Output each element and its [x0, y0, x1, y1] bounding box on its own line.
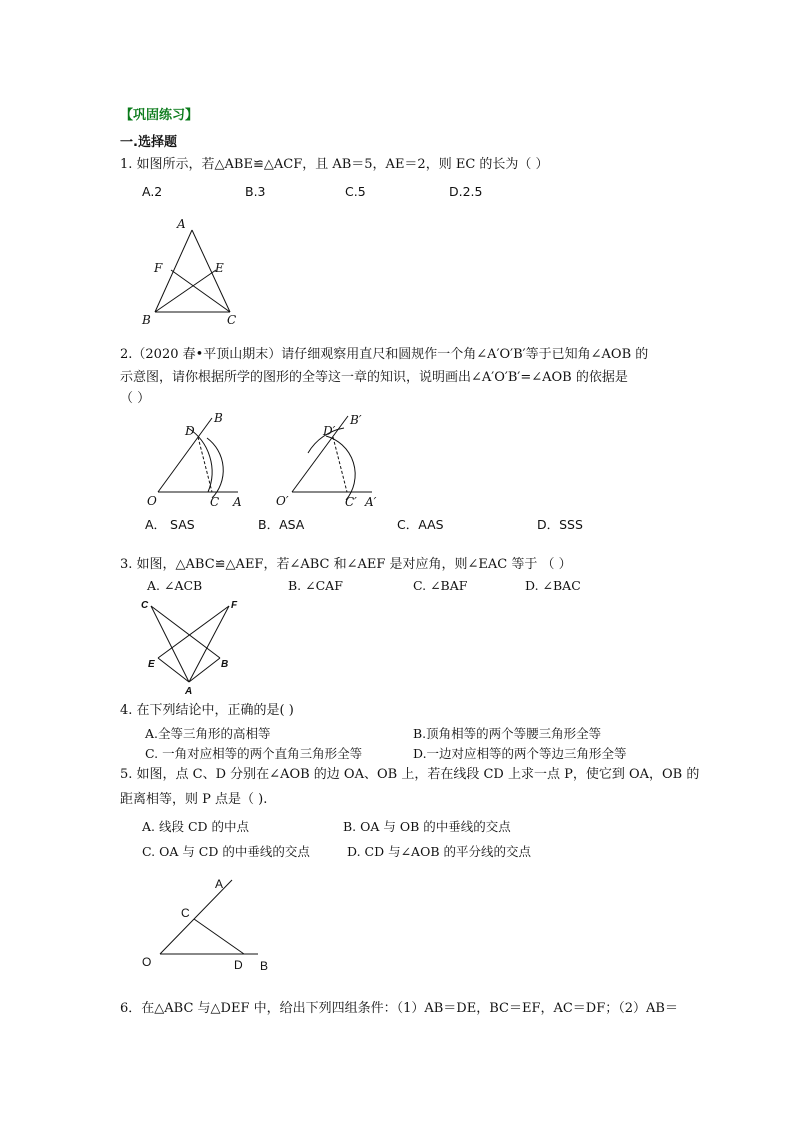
q3-option-d: D. ∠BAC [525, 578, 581, 593]
q2-label-a: A [233, 495, 242, 509]
q1-option-b: B.3 [245, 184, 266, 199]
q5-label-a: A [215, 877, 224, 891]
q5-option-c: C. OA 与 CD 的中垂线的交点 [142, 844, 310, 859]
q3-option-c: C. ∠BAF [413, 578, 468, 593]
q3-label-a: A [185, 686, 193, 697]
q2-label-c-prime: C′ [345, 495, 357, 509]
q1-figure [130, 212, 250, 332]
q5-label-c: C [181, 906, 190, 920]
q5-label-b: B [260, 959, 269, 973]
q2-label-d-prime: D′ [323, 424, 336, 438]
q1-label-b: B [142, 313, 151, 327]
q3-label-f: F [231, 600, 238, 611]
q2-label-b: B [214, 411, 223, 425]
q2-label-b-prime: B′ [350, 413, 362, 427]
q5-label-d: D [234, 958, 243, 972]
q1-label-e: E [215, 261, 224, 275]
q5-option-d: D. CD 与∠AOB 的平分线的交点 [347, 844, 531, 859]
q2-option-b: B．ASA [258, 517, 305, 532]
question-4-stem: 4. 在下列结论中，正确的是( ) [120, 703, 294, 718]
q5-option-b: B. OA 与 OB 的中垂线的交点 [343, 819, 511, 834]
question-2-line1: 2.（2020 春•平顶山期末）请仔细观察用直尺和圆规作一个角∠A′O′B′等于已知角∠AOB 的 [120, 347, 649, 362]
q2-label-c: C [210, 495, 220, 509]
q5-figure [138, 870, 278, 975]
q1-option-c: C.5 [345, 184, 366, 199]
question-1-stem: 1. 如图所示，若△ABE≌△ACF，且 AB＝5，AE＝2，则 EC 的长为（ ） [120, 157, 549, 172]
q5-label-o: O [142, 955, 152, 969]
q4-option-a: A.全等三角形的高相等 [145, 726, 271, 741]
q2-figure [140, 408, 390, 513]
question-5-line2: 距离相等，则 P 点是（ ). [120, 792, 268, 807]
section-title: 一.选择题 [120, 135, 177, 150]
q2-label-d: D [185, 424, 195, 438]
q2-label-o: O [147, 494, 157, 508]
q4-option-b: B.顶角相等的两个等腰三角形全等 [413, 726, 602, 741]
question-5-line1: 5. 如图，点 C、D 分别在∠AOB 的边 OA、OB 上，若在线段 CD 上求一点 P，使它到 OA，OB 的 [120, 767, 700, 782]
q1-option-d: D.2.5 [449, 184, 483, 199]
q3-figure [138, 596, 248, 698]
question-6-stem: 6．在△ABC 与△DEF 中，给出下列四组条件：（1）AB＝DE，BC＝EF，AC＝DF；（2）AB＝ [120, 1001, 678, 1016]
q2-label-a-prime: A′ [365, 495, 377, 509]
q4-option-c: C. 一角对应相等的两个直角三角形全等 [145, 746, 363, 761]
q3-label-c: C [141, 600, 149, 611]
q5-option-a: A. 线段 CD 的中点 [142, 819, 250, 834]
q3-option-b: B. ∠CAF [288, 578, 343, 593]
question-2-line3: （ ） [120, 391, 151, 406]
q1-option-a: A.2 [142, 184, 163, 199]
q3-label-b: B [221, 659, 229, 670]
q2-label-o-prime: O′ [276, 494, 289, 508]
q1-label-f: F [154, 261, 163, 275]
question-2-line2: 示意图，请你根据所学的图形的全等这一章的知识，说明画出∠A′O′B′=∠AOB 的依据是 [120, 370, 628, 385]
section-header: 【巩固练习】 [120, 108, 199, 123]
q3-label-e: E [148, 659, 155, 670]
q4-option-d: D.一边对应相等的两个等边三角形全等 [413, 746, 627, 761]
q2-option-a: A． SAS [145, 517, 195, 532]
q1-label-c: C [227, 313, 237, 327]
q2-option-d: D．SSS [537, 517, 583, 532]
q1-label-a: A [177, 217, 186, 231]
q2-option-c: C．AAS [397, 517, 444, 532]
question-3-stem: 3. 如图，△ABC≌△AEF，若∠ABC 和∠AEF 是对应角，则∠EAC 等于 （ ） [120, 557, 572, 572]
q3-option-a: A. ∠ACB [147, 578, 203, 593]
